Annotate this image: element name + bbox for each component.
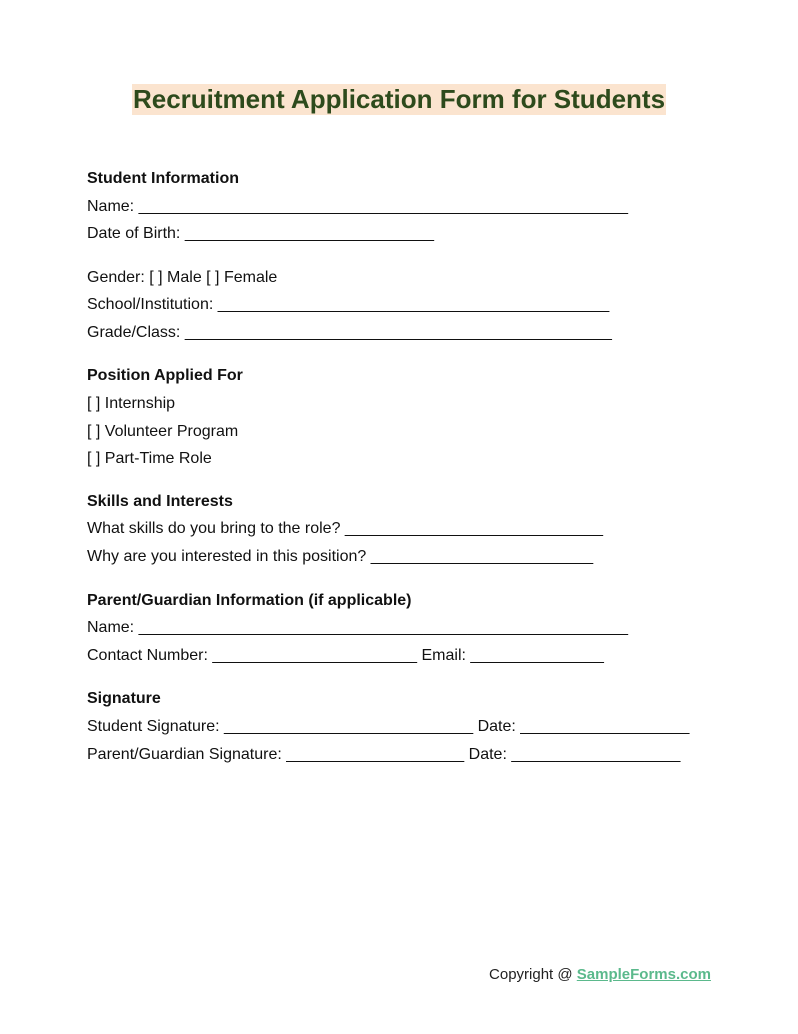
student-name-field[interactable]: Name: _______________________________________________________ (87, 198, 628, 215)
interest-field[interactable]: Why are you interested in this position? _________________________ (87, 548, 594, 565)
guardian-signature-field[interactable]: Parent/Guardian Signature: ____________________ Date: ___________________ (87, 746, 681, 763)
signature-heading: Signature (87, 690, 161, 707)
copyright-text: Copyright @ (489, 966, 577, 983)
page-title: Recruitment Application Form for Students (132, 84, 666, 114)
grade-class-field[interactable]: Grade/Class: ________________________________________________ (87, 324, 612, 341)
guardian-information-heading: Parent/Guardian Information (if applicable) (87, 592, 412, 609)
position-applied-heading: Position Applied For (87, 367, 243, 384)
skills-interests-heading: Skills and Interests (87, 493, 233, 510)
sampleforms-link[interactable]: SampleForms.com (576, 966, 711, 983)
student-signature-field[interactable]: Student Signature: ____________________________ Date: ___________________ (87, 718, 690, 735)
guardian-contact-email-field[interactable]: Contact Number: _______________________ Email: _______________ (87, 647, 604, 664)
skills-field[interactable]: What skills do you bring to the role? _____________________________ (87, 520, 603, 537)
student-information-heading: Student Information (87, 170, 239, 187)
option-volunteer-program[interactable]: [ ] Volunteer Program (87, 423, 239, 440)
guardian-name-field[interactable]: Name: _______________________________________________________ (87, 619, 628, 636)
date-of-birth-field[interactable]: Date of Birth: ____________________________ (87, 225, 434, 242)
option-internship[interactable]: [ ] Internship (87, 395, 176, 412)
title-container (0, 84, 798, 115)
school-institution-field[interactable]: School/Institution: ____________________________________________ (87, 296, 610, 313)
gender-options[interactable]: Gender: [ ] Male [ ] Female (87, 269, 278, 286)
option-part-time-role[interactable]: [ ] Part-Time Role (87, 450, 212, 467)
footer-copyright (489, 965, 711, 985)
